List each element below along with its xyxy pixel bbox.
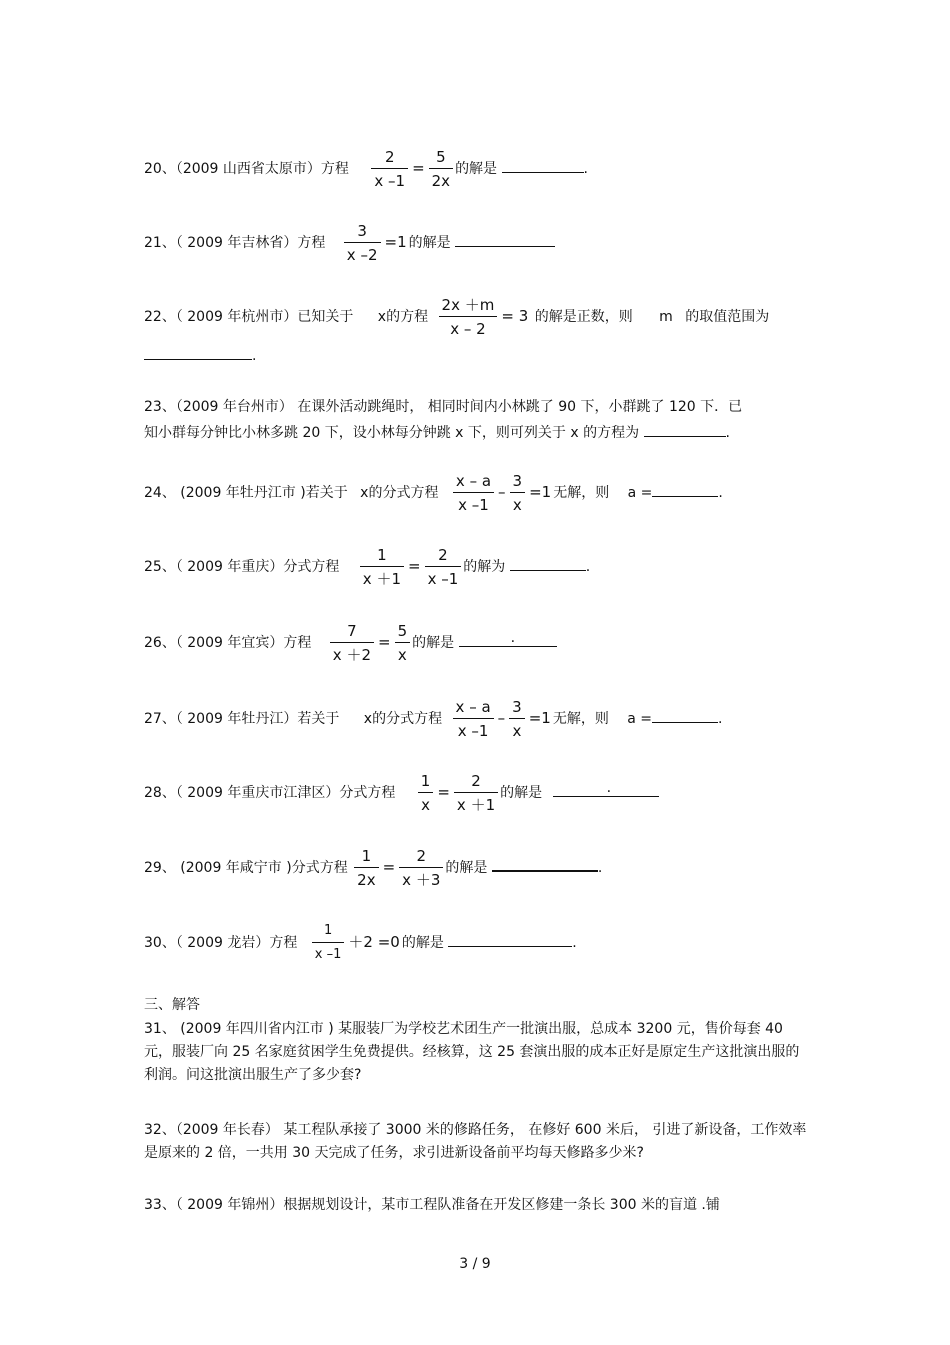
q22-label: 22、（ 2009 年杭州市）已知关于 bbox=[144, 309, 354, 325]
answer-blank bbox=[652, 482, 718, 497]
q24-fraction-left: $\frac{x - a}{x -1}$ bbox=[453, 472, 494, 514]
question-23-line-2: 知小群每分钟比小林多跳 20 下，设小林每分钟跳 x 下，则可列关于 x 的方程为 . bbox=[144, 422, 730, 442]
question-22-answer-line: . bbox=[144, 345, 256, 365]
question-24: 24、 (2009 年牡丹江市 )若关于 x的分式方程 $\frac{x - a}{x -1}$ – $\frac{3}{x}$ =1 无解，则 a = . bbox=[144, 472, 723, 514]
q21-fraction: $\frac{3}{x -2}$ bbox=[344, 222, 381, 264]
q26-fraction-right: $\frac{5}{x}$ bbox=[395, 622, 411, 664]
answer-blank bbox=[510, 556, 586, 571]
question-32: 32、（2009 年长春） 某工程队承接了 3000 米的修路任务， 在修好 600 米后， 引进了新设备，工作效率是原来的 2 倍，一共用 30 天完成了任务，求引进新设备前平均每天修路多少米? bbox=[144, 1122, 807, 1161]
q25-label: 25、（ 2009 年重庆）分式方程 bbox=[144, 559, 340, 575]
question-31: 31、 (2009 年四川省内江市 ) 某服装厂为学校艺术团生产一批演出服，总成本 3200 元，售价每套 40 元，服装厂向 25 名家庭贫困学生免费提供。经核算，这 25 套演出服的成本正好是原定生产这批演出服的利润。问这批演出服生产了多少套? bbox=[144, 1021, 800, 1083]
question-23-line-1: 23、（2009 年台州市） 在课外活动跳绳时， 相同时间内小林跳了 90 下，小群跳了 120 下．已 bbox=[144, 399, 743, 415]
question-27: 27、（ 2009 年牡丹江）若关于 x的分式方程 $\frac{x - a}{x -1}$ – $\frac{3}{x}$ =1 无解，则 a = . bbox=[144, 698, 723, 740]
answer-blank bbox=[644, 422, 726, 437]
question-29: 29、 (2009 年咸宁市 )分式方程 $\frac{1}{2x}$ = $\frac{2}{x +3}$ 的解是 . bbox=[144, 847, 603, 889]
q22-fraction: $\frac{2x +m}{x - 2}$ bbox=[439, 296, 498, 338]
q27-fraction-left: $\frac{x - a}{x -1}$ bbox=[453, 698, 494, 740]
q26-fraction-left: $\frac{7}{x +2}$ bbox=[330, 622, 374, 664]
q29-fraction-right: $\frac{2}{x +3}$ bbox=[399, 847, 443, 889]
q24-label: 24、 (2009 年牡丹江市 )若关于 bbox=[144, 485, 348, 501]
q25-fraction-right: $\frac{2}{x -1}$ bbox=[425, 546, 462, 588]
answer-blank: . bbox=[553, 782, 659, 797]
q20-label: 20、（2009 山西省太原市）方程 bbox=[144, 161, 349, 177]
question-22: 22、（ 2009 年杭州市）已知关于 x的方程 $\frac{2x +m}{x - 2}$ = 3 的解是正数，则 m 的取值范围为 bbox=[144, 296, 770, 338]
q27-fraction-right: $\frac{3}{x}$ bbox=[509, 698, 525, 740]
q27-label: 27、（ 2009 年牡丹江）若关于 bbox=[144, 711, 340, 727]
q28-fraction-left: $\frac{1}{x}$ bbox=[418, 772, 434, 814]
question-26: 26、（ 2009 年宜宾）方程 $\frac{7}{x +2}$ = $\frac{5}{x}$ 的解是 . bbox=[144, 622, 557, 664]
answer-blank bbox=[502, 158, 584, 173]
section-heading: 三、解答 bbox=[144, 997, 200, 1013]
q26-label: 26、（ 2009 年宜宾）方程 bbox=[144, 635, 312, 651]
answer-blank bbox=[652, 708, 718, 723]
q25-fraction-left: $\frac{1}{x +1}$ bbox=[360, 546, 404, 588]
page-number: 3 / 9 bbox=[459, 1256, 491, 1272]
q20-fraction-right: $\frac{5}{2x}$ bbox=[429, 148, 453, 190]
question-33: 33、（ 2009 年锦州）根据规划设计，某市工程队准备在开发区修建一条长 300 米的盲道 .铺 bbox=[144, 1197, 720, 1213]
q29-label: 29、 (2009 年咸宁市 )分式方程 bbox=[144, 860, 348, 876]
q29-fraction-left: $\frac{1}{2x}$ bbox=[354, 847, 378, 889]
q28-label: 28、（ 2009 年重庆市江津区）分式方程 bbox=[144, 785, 396, 801]
answer-blank bbox=[448, 932, 572, 947]
q28-fraction-right: $\frac{2}{x +1}$ bbox=[454, 772, 498, 814]
q30-fraction: $\frac{1}{x -1}$ bbox=[312, 922, 345, 964]
q20-fraction-left: $\frac{2}{x -1}$ bbox=[371, 148, 408, 190]
q30-label: 30、（ 2009 龙岩）方程 bbox=[144, 935, 298, 951]
q21-label: 21、（ 2009 年吉林省）方程 bbox=[144, 235, 326, 251]
question-28: 28、（ 2009 年重庆市江津区）分式方程 $\frac{1}{x}$ = $\frac{2}{x +1}$ 的解是 . bbox=[144, 772, 659, 814]
question-30: 30、（ 2009 龙岩）方程 $\frac{1}{x -1}$ ＋2 =0 的解是 . bbox=[144, 923, 577, 962]
answer-blank bbox=[492, 856, 598, 872]
question-25: 25、（ 2009 年重庆）分式方程 $\frac{1}{x +1}$ = $\frac{2}{x -1}$ 的解为 . bbox=[144, 546, 591, 588]
answer-blank: . bbox=[459, 632, 557, 647]
answer-blank bbox=[144, 345, 252, 360]
answer-blank bbox=[455, 232, 555, 247]
question-20: 20、（2009 山西省太原市）方程 $\frac{2}{x -1}$ = $\frac{5}{2x}$ 的解是 . bbox=[144, 148, 588, 190]
question-21: 21、（ 2009 年吉林省）方程 $\frac{3}{x -2}$ =1 的解是 bbox=[144, 222, 555, 264]
q24-fraction-right: $\frac{3}{x}$ bbox=[510, 472, 526, 514]
